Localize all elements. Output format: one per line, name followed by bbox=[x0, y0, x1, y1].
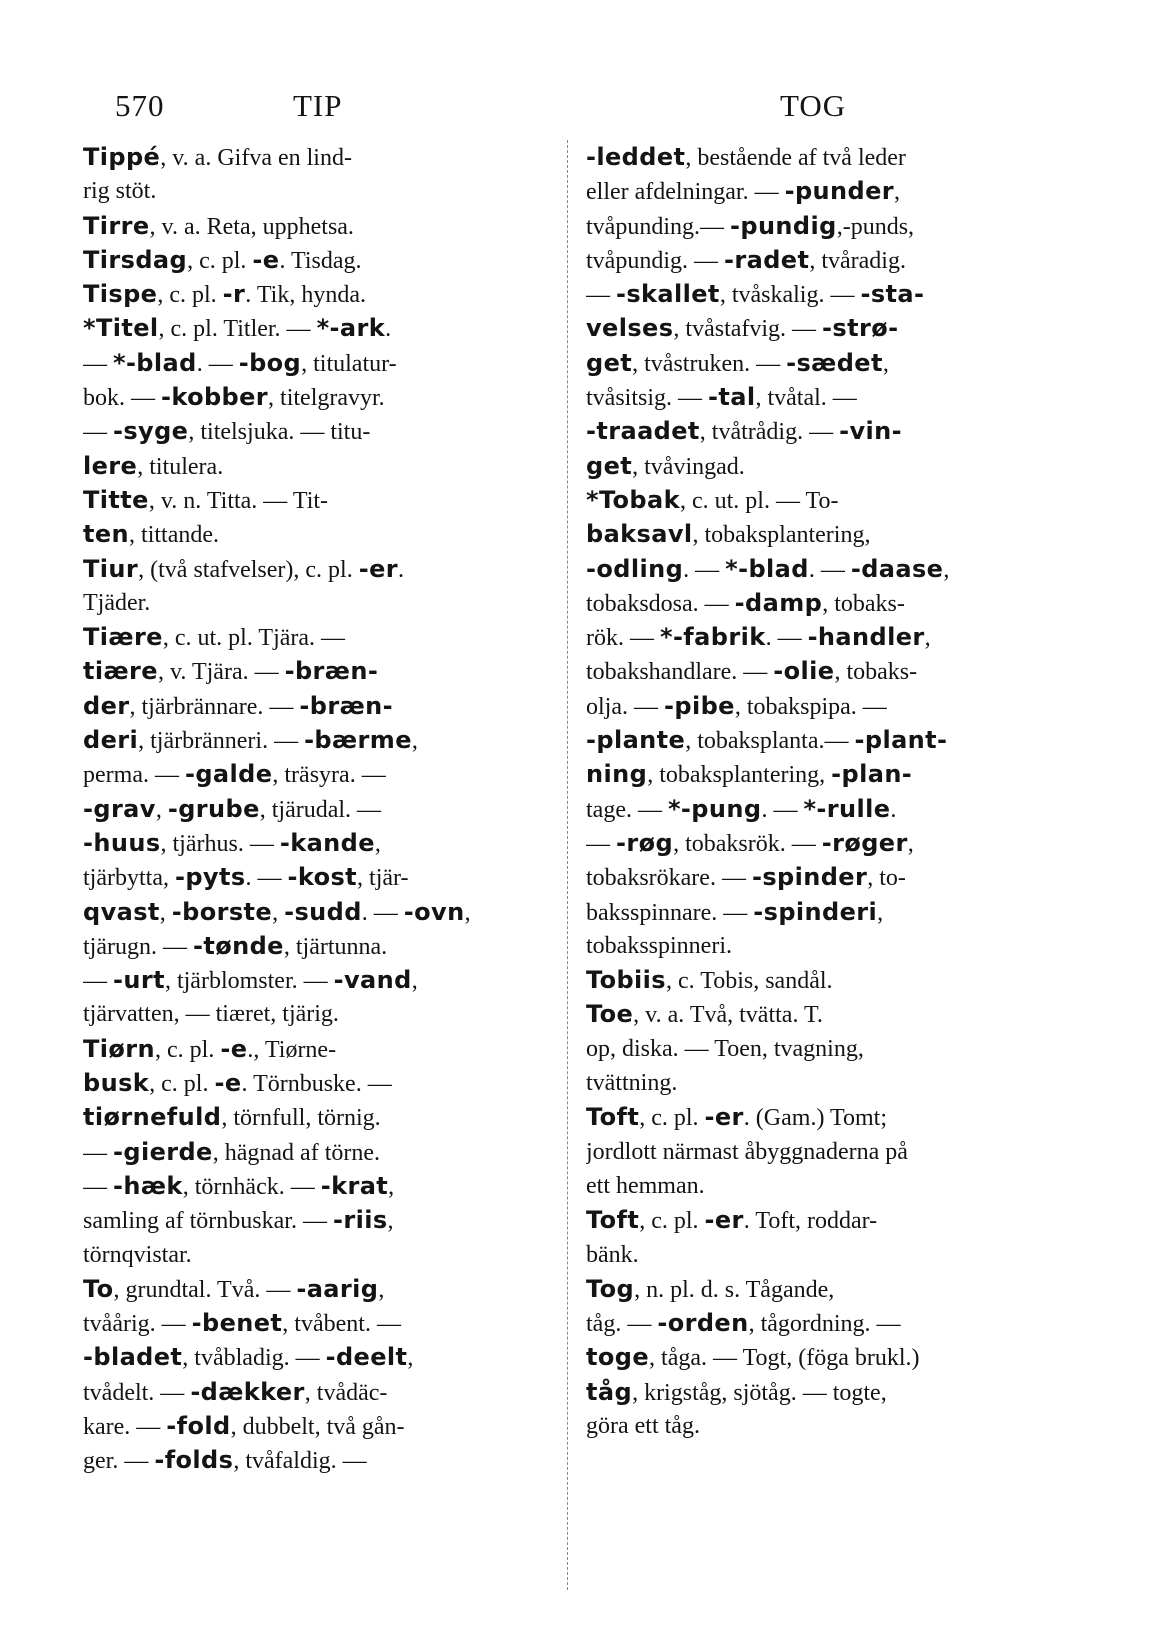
entry-line: ett hemman. bbox=[586, 1172, 705, 1199]
entry-line: -plante, tobaksplanta.— -plant- bbox=[586, 726, 948, 755]
entry-line: tvådelt. — -dækker, tvådäc- bbox=[83, 1377, 388, 1406]
entry-line: olja. — -pibe, tobakspipa. — bbox=[586, 691, 887, 720]
entry-line: deri, tjärbränneri. — -bærme, bbox=[83, 726, 418, 755]
entry-line: — -gierde, hägnad af törne. bbox=[83, 1137, 381, 1166]
entry-line: tiære, v. Tjära. — -bræn- bbox=[83, 657, 379, 686]
entry-line: tjärbytta, -pyts. — -kost, tjär- bbox=[83, 863, 409, 892]
entry-line: samling af törnbuskar. — -riis, bbox=[83, 1206, 394, 1235]
left-guide-word: TIP bbox=[293, 88, 343, 123]
entry-line: tvåårig. — -benet, tvåbent. — bbox=[83, 1309, 401, 1338]
entry-line: Tiur, (två stafvelser), c. pl. -er. bbox=[83, 554, 404, 583]
entry-line: Tiørn, c. pl. -e., Tiørne- bbox=[83, 1034, 337, 1063]
entry-line: Tippé, v. a. Gifva en lind- bbox=[83, 143, 352, 171]
entry-line: Tirre, v. a. Reta, upphetsa. bbox=[83, 211, 354, 240]
entry-line: ger. — -folds, tvåfaldig. — bbox=[83, 1446, 367, 1475]
entry-line: *Titel, c. pl. Titler. — *-ark. bbox=[83, 314, 392, 343]
entry-line: jordlott närmast åbyggnaderna på bbox=[586, 1138, 908, 1165]
entry-line: tage. — *-pung. — *-rulle. bbox=[586, 794, 897, 823]
entry-line: Tobiis, c. Tobis, sandål. bbox=[586, 966, 833, 995]
right-column bbox=[586, 140, 1074, 1443]
entry-line: eller afdelningar. — -punder, bbox=[586, 177, 900, 206]
entry-line: tiørnefuld, törnfull, törnig. bbox=[83, 1103, 381, 1132]
entry-line: der, tjärbrännare. — -bræn- bbox=[83, 691, 393, 720]
entry-line: — -hæk, törnhäck. — -krat, bbox=[83, 1171, 395, 1200]
entry-line: *Tobak, c. ut. pl. — To- bbox=[586, 485, 839, 514]
entry-line: Tirsdag, c. pl. -e. Tisdag. bbox=[83, 245, 362, 274]
entry-line: To, grundtal. Två. — -aarig, bbox=[83, 1274, 385, 1303]
right-guide-word: TOG bbox=[780, 88, 847, 123]
entry-line: baksavl, tobaksplantering, bbox=[586, 520, 871, 549]
entry-line: tobakshandlare. — -olie, tobaks- bbox=[586, 657, 918, 686]
entry-line: — *-blad. — -bog, titulatur- bbox=[83, 348, 397, 377]
entry-line: -bladet, tvåbladig. — -deelt, bbox=[83, 1343, 414, 1372]
entry-line: rig stöt. bbox=[83, 178, 157, 205]
entry-line: tåg. — -orden, tågordning. — bbox=[586, 1309, 901, 1338]
entry-line: tjärvatten, — tiæret, tjärig. bbox=[83, 1001, 339, 1028]
entry-line: qvast, -borste, -sudd. — -ovn, bbox=[83, 897, 471, 926]
entry-line: rök. — *-fabrik. — -handler, bbox=[586, 623, 931, 652]
entry-line: törnqvistar. bbox=[83, 1241, 192, 1268]
entry-line: -leddet, bestående af två leder bbox=[586, 143, 906, 171]
entry-line: tvåsitsig. — -tal, tvåtal. — bbox=[586, 383, 857, 412]
entry-line: lere, titulera. bbox=[83, 451, 224, 480]
entry-line: Titte, v. n. Titta. — Tit- bbox=[83, 485, 329, 514]
entry-line: tvåpunding.— -pundig,-punds, bbox=[586, 211, 915, 240]
entry-line: toge, tåga. — Togt, (föga brukl.) bbox=[586, 1343, 920, 1372]
entry-line: -grav, -grube, tjärudal. — bbox=[83, 794, 382, 823]
page-number: 570 bbox=[115, 88, 165, 123]
entry-line: op, diska. — Toen, tvagning, bbox=[586, 1035, 864, 1062]
entry-line: tobaksspinneri. bbox=[586, 932, 732, 959]
left-column bbox=[83, 140, 551, 1478]
entry-line: — -syge, titelsjuka. — titu- bbox=[83, 417, 371, 446]
entry-line: get, tvåvingad. bbox=[586, 451, 745, 480]
entry-line: bok. — -kobber, titelgravyr. bbox=[83, 383, 385, 412]
entry-line: Toe, v. a. Två, tvätta. T. bbox=[586, 1000, 823, 1029]
column-divider bbox=[567, 140, 568, 1590]
entry-line: — -urt, tjärblomster. — -vand, bbox=[83, 966, 418, 995]
entry-line: — -skallet, tvåskalig. — -sta- bbox=[586, 280, 925, 309]
entry-line: tåg, krigståg, sjötåg. — togte, bbox=[586, 1377, 887, 1406]
entry-line: -traadet, tvåtrådig. — -vin- bbox=[586, 417, 902, 446]
entry-line: kare. — -fold, dubbelt, två gån- bbox=[83, 1411, 405, 1440]
entry-line: ten, tittande. bbox=[83, 520, 220, 549]
entry-line: tvättning. bbox=[586, 1070, 678, 1097]
entry-line: get, tvåstruken. — -sædet, bbox=[586, 348, 889, 377]
entry-line: tobaksdosa. — -damp, tobaks- bbox=[586, 588, 905, 617]
entry-line: Tispe, c. pl. -r. Tik, hynda. bbox=[83, 280, 366, 309]
entry-line: bänk. bbox=[586, 1241, 639, 1268]
entry-line: Tog, n. pl. d. s. Tågande, bbox=[586, 1274, 835, 1303]
entry-line: -odling. — *-blad. — -daase, bbox=[586, 554, 950, 583]
entry-line: perma. — -galde, träsyra. — bbox=[83, 760, 386, 789]
entry-line: ning, tobaksplantering, -plan- bbox=[586, 760, 913, 789]
entry-line: tvåpundig. — -radet, tvåradig. bbox=[586, 245, 906, 274]
entry-line: baksspinnare. — -spinderi, bbox=[586, 897, 884, 926]
entry-line: -huus, tjärhus. — -kande, bbox=[83, 828, 381, 857]
entry-line: Toft, c. pl. -er. Toft, roddar- bbox=[586, 1206, 878, 1235]
running-header bbox=[0, 88, 1152, 132]
entry-line: Toft, c. pl. -er. (Gam.) Tomt; bbox=[586, 1103, 887, 1132]
entry-line: — -røg, tobaksrök. — -røger, bbox=[586, 828, 914, 857]
entry-line: Tjäder. bbox=[83, 589, 151, 616]
entry-line: tobaksrökare. — -spinder, to- bbox=[586, 863, 906, 892]
entry-line: göra ett tåg. bbox=[586, 1412, 700, 1439]
entry-line: tjärugn. — -tønde, tjärtunna. bbox=[83, 931, 388, 960]
entry-line: busk, c. pl. -e. Törnbuske. — bbox=[83, 1069, 392, 1098]
entry-line: velses, tvåstafvig. — -strø- bbox=[586, 314, 899, 343]
entry-line: Tiære, c. ut. pl. Tjära. — bbox=[83, 623, 346, 652]
